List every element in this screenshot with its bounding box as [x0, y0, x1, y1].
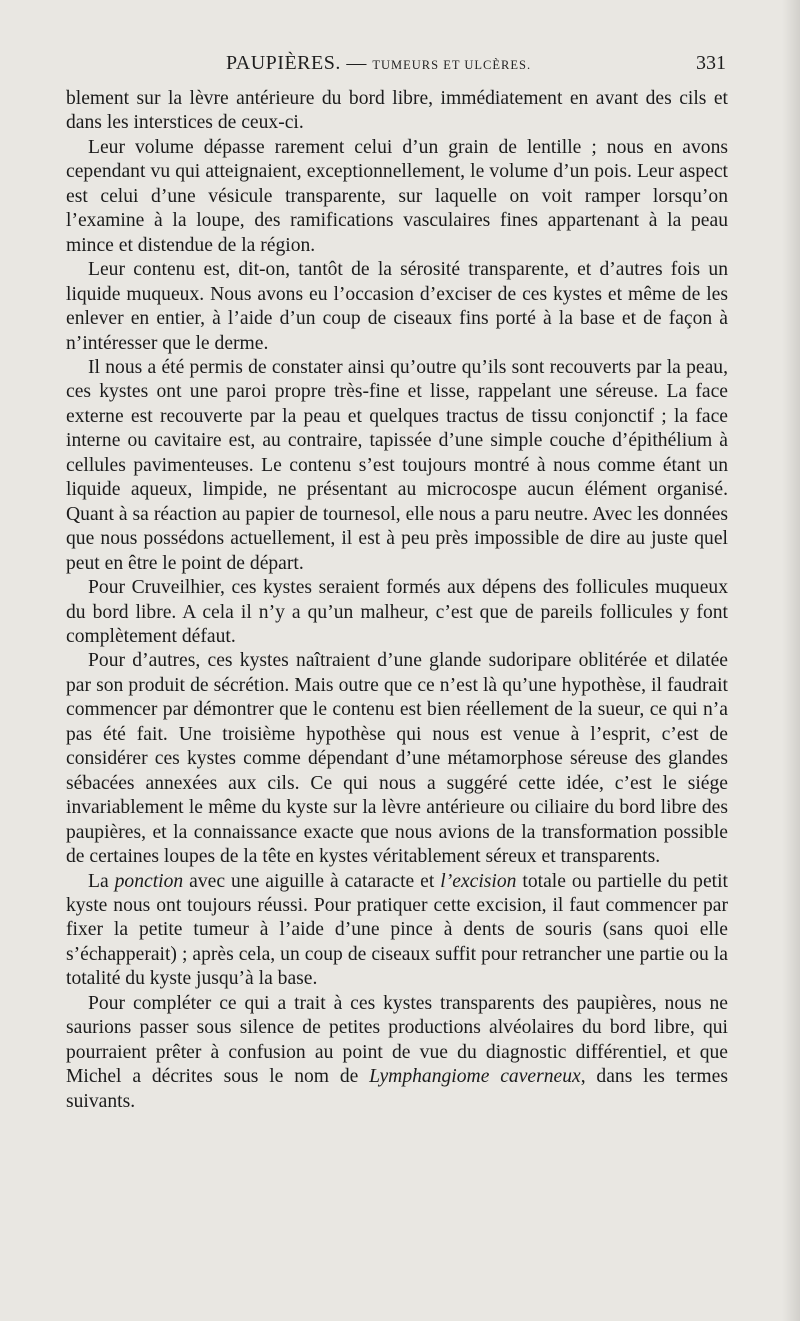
paragraph-text: Leur contenu est, dit-on, tantôt de la sérosité transparente, et d’autres fois un liquide muqueux. Nous avons eu l’occasion d’exciser de ces kystes et même de les enlever en entier, à l’aide d’un coup de ciseaux fins porté à la base et de façon à n’intéresser que le derme.	[66, 259, 728, 354]
page-number: 331	[696, 52, 726, 74]
paragraph-text: Pour Cruveilhier, ces kystes seraient formés aux dépens des follicules muqueux du bord libre. A cela il n’y a qu’un malheur, c’est que de pareils follicules y font complètement défaut.	[66, 577, 728, 647]
running-title-main: PAUPIÈRES.	[226, 52, 341, 74]
paragraph-text: Leur volume dépasse rarement celui d’un grain de lentille ; nous en avons cependant vu qui atteignaient, exceptionnellement, le volume d’un pois. Leur aspect est celui d’une vésicule transparente, sur laquelle on voit ramper lorsqu’on l’examine à la loupe, des ramifications vasculaires fines appartenant à la peau mince et distendue de la région.	[66, 136, 728, 256]
paragraph-text: Il nous a été permis de constater ainsi qu’outre qu’ils sont recouverts par la peau, ces kystes ont une paroi propre très-fine et lisse, rappelant une séreuse. La face externe est recouverte par la peau et quelques tractus de tissu conjonctif ; la face interne ou cavitaire est, au contraire, tapissée d’une simple couche d’épithélium à cellules pavimenteuses. Le contenu s’est toujours montré à nous comme étant un liquide aqueux, limpide, ne présentant au microcospe aucun élément organisé. Quant à sa réaction au papier de tournesol, elle nous a paru neutre. Avec les données que nous possédons actuellement, il est à peu près impossible de dire au juste quel peut en être le point de départ.	[66, 356, 728, 574]
paragraph-text: , dans les termes suivants.	[66, 1066, 728, 1112]
paragraph	[66, 356, 728, 576]
italic-term: l’excision	[440, 870, 517, 892]
running-title-sub: TUMEURS ET ULCÈRES.	[372, 58, 532, 72]
running-header	[66, 52, 726, 76]
paragraph	[66, 992, 728, 1114]
paragraph-text: blement sur la lèvre antérieure du bord libre, immédiatement en avant des cils et dans les interstices de ceux-ci.	[66, 88, 728, 134]
running-title	[226, 52, 531, 75]
paragraph-text: La	[88, 870, 115, 892]
paragraph-text: Pour d’autres, ces kystes naîtraient d’une glande sudoripare oblitérée et dilatée par son produit de sécrétion. Mais outre que ce n’est là qu’une hypothèse, il faudrait commencer par démontrer que le contenu est bien réellement de la sueur, ce qui n’a pas été fait. Une troisième hypothèse qui nous est venue à l’esprit, c’est de considérer ces kystes comme dépendant d’une métamorphose séreuse des glandes sébacées annexées aux cils. Ce qui nous a suggéré cette idée, c’est le siége invariablement le même du kyste sur la lèvre antérieure ou ciliaire du bord libre des paupières, et la connaissance exacte que nous avions de la transformation possible de certaines loupes de la tête en kystes véritablement séreux et transparents.	[66, 650, 728, 868]
paragraph-text: avec une aiguille à cataracte et	[183, 870, 441, 892]
paragraph-text: totale ou partielle du petit kyste nous ont toujours réussi. Pour pratiquer cette excision, il faut commencer par fixer la petite tumeur à l’aide d’une pince à dents de souris (sans quoi elle s’échapperait) ; après cela, un coup de ciseaux suffit pour retrancher une partie ou la totalité du kyste jusqu’à la base.	[66, 870, 728, 990]
body-text	[66, 87, 728, 1114]
paragraph	[66, 649, 728, 869]
paragraph	[66, 136, 728, 258]
paragraph	[66, 870, 728, 992]
paragraph	[66, 87, 728, 136]
running-title-dash: —	[346, 52, 367, 74]
italic-term: ponction	[114, 870, 184, 892]
page-edge-shadow	[782, 0, 800, 1321]
paragraph	[66, 258, 728, 356]
italic-term: Lymphangiome caverneux	[369, 1066, 581, 1088]
paragraph-text: Pour compléter ce qui a trait à ces kystes transparents des paupières, nous ne saurions passer sous silence de petites productions alvéolaires du bord libre, qui pourraient prêter à confusion au point de vue du diagnostic différentiel, et que Michel a décrites sous le nom de	[66, 992, 728, 1088]
paragraph	[66, 576, 728, 649]
